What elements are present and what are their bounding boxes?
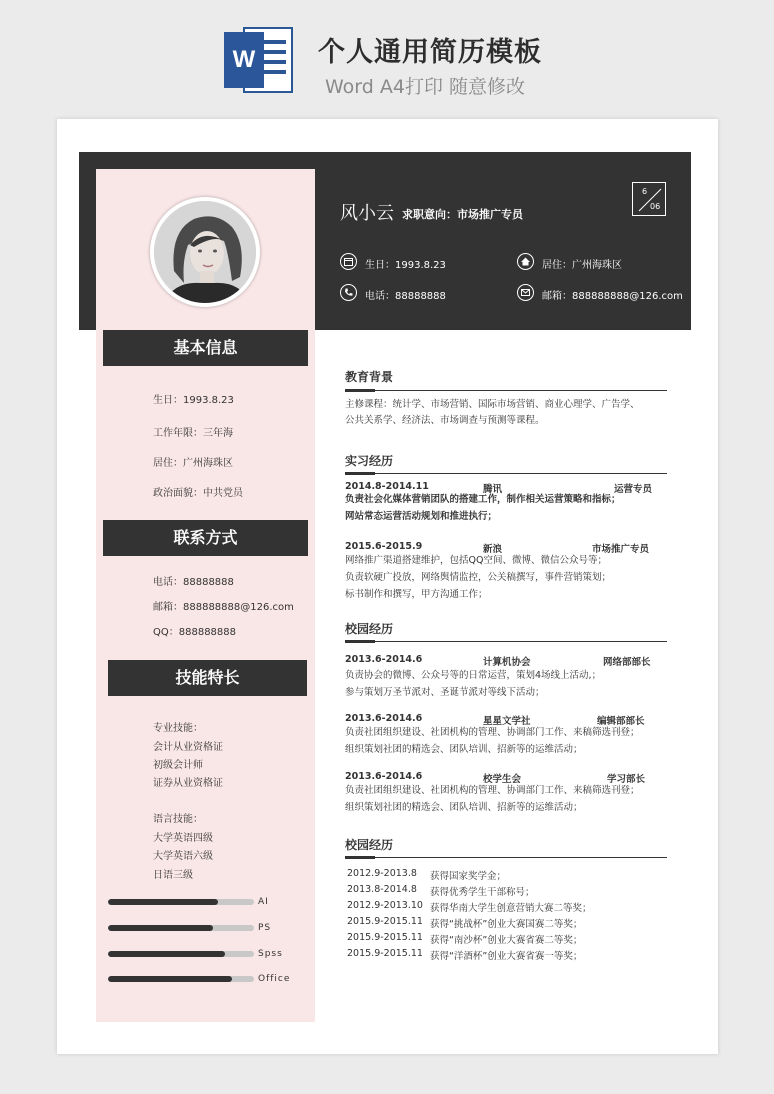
award-text: 获得“洋酒杯”创业大赛省赛一等奖； — [430, 951, 583, 962]
skill-bar-label: Office — [258, 974, 291, 984]
award-date: 2015.9-2015.11 — [347, 916, 423, 927]
entry-org: 新浪 — [483, 544, 503, 555]
skill-bar-office — [108, 976, 254, 982]
language-skill: 大学英语六级 — [153, 851, 213, 862]
entry-line: 负责软硬广投放，网络舆情监控，公关稿撰写，事件营销策划； — [345, 572, 612, 583]
internship-heading: 实习经历 — [345, 454, 394, 468]
entry-role: 运营专员 — [614, 484, 653, 495]
basic-info-item: 生日：1993.8.23 — [153, 395, 234, 406]
entry-line: 负责社会化媒体营销团队的搭建工作，制作相关运营策略和指标； — [345, 494, 621, 505]
entry-role: 网络部部长 — [603, 657, 651, 668]
professional-skills-label: 专业技能： — [153, 723, 203, 734]
section-divider — [345, 857, 667, 858]
entry-line: 标书制作和撰写，甲方沟通工作； — [345, 589, 488, 600]
entry-line: 网站常态运营活动规划和推进执行； — [345, 511, 498, 522]
page-subtitle: Word A4打印 随意修改 — [325, 76, 526, 98]
entry-line: 负责社团组织建设、社团机构的管理、协调部门工作、来稿筛选刊登； — [345, 727, 640, 738]
entry-line: 负责社团组织建设、社团机构的管理、协调部门工作、来稿筛选刊登； — [345, 785, 640, 796]
entry-line: 组织策划社团的精选会、团队培训、招新等的运维活动； — [345, 802, 583, 813]
mail-icon — [517, 284, 534, 301]
entry-date: 2013.6-2014.6 — [345, 654, 423, 665]
entry-date: 2014.8-2014.11 — [345, 481, 429, 492]
banner-location: 居住：广州海珠区 — [542, 260, 622, 271]
basic-info-item: 工作年限：三年海 — [153, 428, 233, 439]
skill-bar-label: AI — [258, 897, 269, 907]
banner-birth: 生日：1993.8.23 — [365, 260, 446, 271]
entry-org: 星星文学社 — [483, 716, 531, 727]
award-date: 2012.9-2013.10 — [347, 900, 423, 911]
phone-icon — [340, 284, 357, 301]
banner-phone: 电话：88888888 — [365, 291, 446, 302]
professional-skill: 初级会计师 — [153, 760, 203, 771]
word-logo-letter: W — [232, 46, 256, 73]
award-date: 2015.9-2015.11 — [347, 948, 423, 959]
contact-item: 电话：88888888 — [153, 577, 234, 588]
entry-date: 2013.6-2014.6 — [345, 713, 423, 724]
award-text: 获得“南沙杯”创业大赛省赛二等奖； — [430, 935, 583, 946]
basic-info-item: 政治面貌：中共党员 — [153, 488, 243, 499]
contact-item: QQ：888888888 — [153, 627, 237, 638]
language-skill: 日语三级 — [153, 870, 193, 881]
entry-date: 2013.6-2014.6 — [345, 771, 423, 782]
award-date: 2013.8-2014.8 — [347, 884, 417, 895]
contact-item: 邮箱：888888888@126.com — [153, 602, 294, 613]
award-text: 获得“挑战杯”创业大赛国赛二等奖； — [430, 919, 583, 930]
entry-line: 负责协会的微博、公众号等的日常运营，策划4场线上活动,； — [345, 670, 602, 681]
page-indicator-total: 06 — [650, 202, 661, 211]
skill-bar-fill — [108, 899, 218, 905]
entry-date: 2015.6-2015.9 — [345, 541, 423, 552]
entry-line: 网络推广渠道搭建维护，包括QQ空间、微博、微信公众号等； — [345, 555, 607, 566]
section-divider — [345, 641, 667, 642]
page-indicator — [632, 182, 666, 216]
entry-line: 组织策划社团的精选会、团队培训、招新等的运维活动； — [345, 744, 583, 755]
section-divider-mark — [345, 389, 375, 392]
candidate-name: 风小云 — [340, 203, 394, 224]
profile-photo — [150, 197, 260, 307]
entry-org: 腾讯 — [483, 484, 503, 495]
skill-bar-ps — [108, 925, 254, 931]
banner-email: 邮箱：888888888@126.com — [542, 291, 683, 302]
entry-org: 计算机协会 — [483, 657, 531, 668]
skill-bar-label: PS — [258, 923, 272, 933]
portrait-image — [154, 201, 256, 303]
entry-role: 市场推广专员 — [592, 544, 650, 555]
skill-bar-spss — [108, 951, 254, 957]
award-text: 获得华南大学生创意营销大赛二等奖； — [430, 903, 592, 914]
word-logo-icon — [222, 24, 294, 96]
page-title: 个人通用简历模板 — [318, 37, 542, 68]
skill-bar-label: Spss — [258, 949, 283, 959]
skill-bar-fill — [108, 925, 213, 931]
skill-bar-ai — [108, 899, 254, 905]
award-text: 获得国家奖学金； — [430, 871, 507, 882]
home-icon — [517, 253, 534, 270]
contact-heading: 联系方式 — [103, 520, 308, 556]
entry-role: 学习部长 — [607, 774, 646, 785]
professional-skill: 会计从业资格证 — [153, 742, 223, 753]
education-heading: 教育背景 — [345, 370, 394, 384]
education-line: 主修课程：统计学、市场营销、国际市场营销、商业心理学、广告学、 — [345, 399, 640, 410]
entry-line: 参与策划万圣节派对、圣诞节派对等线下活动； — [345, 687, 545, 698]
section-divider — [345, 390, 667, 391]
award-date: 2015.9-2015.11 — [347, 932, 423, 943]
award-text: 获得优秀学生干部称号； — [430, 887, 535, 898]
language-skills-label: 语言技能： — [153, 814, 203, 825]
campus-heading: 校园经历 — [345, 622, 394, 636]
education-line: 公共关系学、经济法、市场调查与预测等课程。 — [345, 415, 545, 426]
job-intent: 求职意向：市场推广专员 — [402, 208, 523, 221]
awards-heading: 校园经历 — [345, 838, 394, 852]
section-divider-mark — [345, 856, 375, 859]
entry-role: 编辑部部长 — [597, 716, 645, 727]
skill-bar-fill — [108, 951, 225, 957]
section-divider-mark — [345, 472, 375, 475]
basic-info-item: 居住：广州海珠区 — [153, 458, 233, 469]
section-divider — [345, 473, 667, 474]
basic-info-heading: 基本信息 — [103, 330, 308, 366]
skills-heading: 技能特长 — [108, 660, 307, 696]
language-skill: 大学英语四级 — [153, 833, 213, 844]
entry-org: 校学生会 — [483, 774, 522, 785]
skill-bar-fill — [108, 976, 232, 982]
section-divider-mark — [345, 640, 375, 643]
calendar-icon — [340, 253, 357, 270]
professional-skill: 证券从业资格证 — [153, 778, 223, 789]
award-date: 2012.9-2013.8 — [347, 868, 417, 879]
page-indicator-current: 6 — [642, 187, 648, 196]
